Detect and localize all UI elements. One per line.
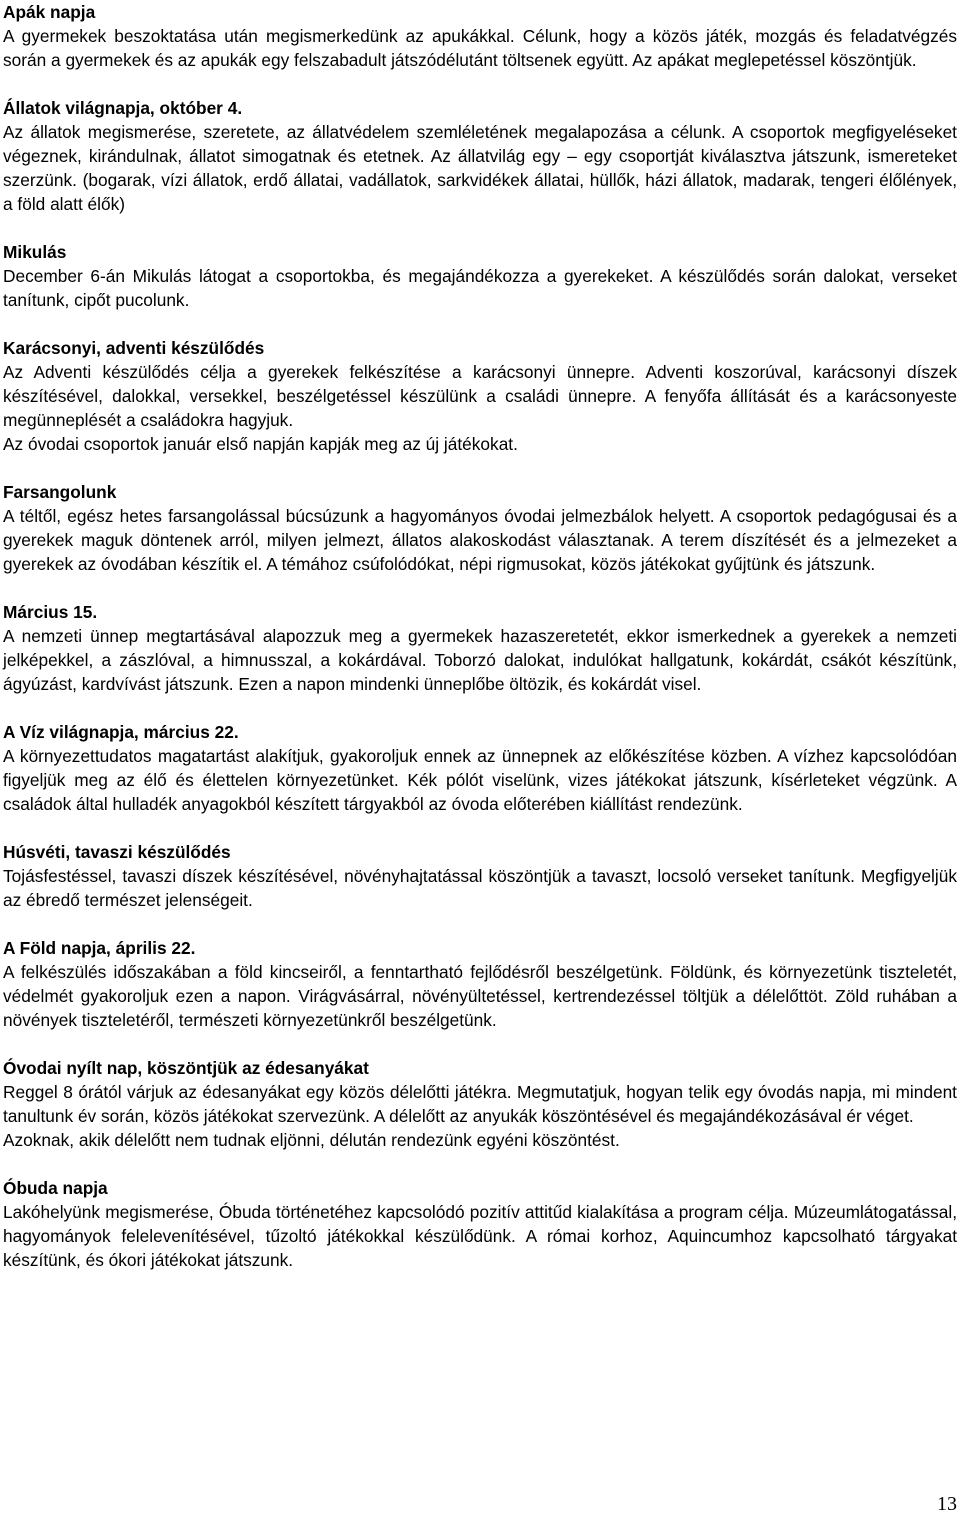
- section-heading: Húsvéti, tavaszi készülődés: [3, 842, 231, 862]
- document-page: [3, 0, 957, 1296]
- section: [3, 1176, 957, 1272]
- section-heading: Mikulás: [3, 242, 67, 262]
- sections-container: [3, 0, 957, 1272]
- section: [3, 480, 957, 576]
- section-heading: Farsangolunk: [3, 482, 117, 502]
- section-paragraph: Reggel 8 órától várjuk az édesanyákat egy közös délelőtti játékra. Megmutatjuk, hogyan telik egy óvodás napja, mi mindent tanultunk év során, közös játékokat szervezünk. A délelőtt az anyukák köszöntésével és megajándékozásával ér véget.: [3, 1082, 957, 1126]
- section: [3, 840, 957, 912]
- section-paragraph: Lakóhelyünk megismerése, Óbuda történetéhez kapcsolódó pozitív attitűd kialakítása a program célja. Múzeumlátogatással, hagyományok felelevenítésével, tűzoltó játékokkal készülődünk. A római korhoz, Aquincumhoz kapcsolható tárgyakat készítünk, és ókori játékokat játszunk.: [3, 1202, 957, 1270]
- page-number: 13: [937, 1493, 957, 1515]
- section-paragraph: Azoknak, akik délelőtt nem tudnak eljönni, délután rendezünk egyéni köszöntést.: [3, 1130, 620, 1150]
- section-paragraph: A téltől, egész hetes farsangolással búcsúzunk a hagyományos óvodai jelmezbálok helyett. A csoportok pedagógusai és a gyerekek maguk döntenek arról, milyen jelmezt, állatos alakoskodást választanak. A terem díszítését és a jelmezeket a gyerekek az óvodában készítik el. A témához csúfolódókat, népi rigmusokat, közös játékokat gyűjtünk és játszunk.: [3, 506, 957, 574]
- section-paragraph: Az állatok megismerése, szeretete, az állatvédelem szemléletének megalapozása a célunk. A csoportok megfigyeléseket végeznek, kirándulnak, állatot simogatnak és etetnek. Az állatvilág egy – egy csoportját kiválasztva játszunk, ismereteket szerzünk. (bogarak, vízi állatok, erdő állatai, vadállatok, sarkvidékek állatai, hüllők, házi állatok, madarak, tengeri élőlények, a föld alatt élők): [3, 122, 957, 214]
- section: [3, 1056, 957, 1152]
- section-heading: A Föld napja, április 22.: [3, 938, 196, 958]
- section-paragraph: December 6-án Mikulás látogat a csoportokba, és megajándékozza a gyerekeket. A készülődés során dalokat, verseket tanítunk, cipőt pucolunk.: [3, 266, 957, 310]
- section: [3, 936, 957, 1032]
- section: [3, 720, 957, 816]
- section: [3, 0, 957, 72]
- section-paragraph: A nemzeti ünnep megtartásával alapozzuk meg a gyermekek hazaszeretetét, ekkor ismerkednek a gyerekek a nemzeti jelképekkel, a zászlóval, a himnusszal, a kokárdával. Toborzó dalokat, indulókat hallgatunk, kokárdát, csákót készítünk, ágyúzást, kardvívást játszunk. Ezen a napon mindenki ünneplőbe öltözik, és kokárdát visel.: [3, 626, 957, 694]
- section: [3, 336, 957, 456]
- section-heading: Apák napja: [3, 2, 96, 22]
- section-paragraph: A felkészülés időszakában a föld kincseiről, a fenntartható fejlődésről beszélgetünk. Földünk, és környezetünk tiszteletét, védelmét gyakoroljuk ezen a napon. Virágvásárral, növényültetéssel, kertrendezéssel töltjük a délelőttöt. Zöld ruhában a növények tiszteletéről, természeti környezetünkről beszélgetünk.: [3, 962, 957, 1030]
- section-heading: Karácsonyi, adventi készülődés: [3, 338, 265, 358]
- section-heading: Állatok világnapja, október 4.: [3, 98, 243, 118]
- section: [3, 240, 957, 312]
- section-paragraph: Tojásfestéssel, tavaszi díszek készítésével, növényhajtatással köszöntjük a tavaszt, locsoló verseket tanítunk. Megfigyeljük az ébredő természet jelenségeit.: [3, 866, 957, 910]
- section-paragraph: Az Adventi készülődés célja a gyerekek felkészítése a karácsonyi ünnepre. Adventi koszorúval, karácsonyi díszek készítésével, dalokkal, versekkel, beszélgetéssel készülünk a családi ünnepre. A fenyőfa állítását és a karácsonyeste megünneplését a családokra hagyjuk.: [3, 362, 957, 430]
- section-paragraph: A környezettudatos magatartást alakítjuk, gyakoroljuk ennek az ünnepnek az előkészítése közben. A vízhez kapcsolódóan figyeljük meg az élő és élettelen környezetünket. Kék pólót viselünk, vizes játékokat játszunk, kísérleteket végzünk. A családok által hulladék anyagokból készített tárgyakból az óvoda előterében kiállítást rendezünk.: [3, 746, 957, 814]
- section-paragraph: Az óvodai csoportok január első napján kapják meg az új játékokat.: [3, 434, 518, 454]
- section: [3, 600, 957, 696]
- section-heading: Március 15.: [3, 602, 98, 622]
- section: [3, 96, 957, 216]
- section-heading: Óbuda napja: [3, 1178, 108, 1198]
- section-heading: Óvodai nyílt nap, köszöntjük az édesanyákat: [3, 1058, 369, 1078]
- section-heading: A Víz világnapja, március 22.: [3, 722, 239, 742]
- section-paragraph: A gyermekek beszoktatása után megismerkedünk az apukákkal. Célunk, hogy a közös játék, mozgás és feladatvégzés során a gyermekek és az apukák egy felszabadult játszódélutánt töltsenek együtt. Az apákat meglepetéssel köszöntjük.: [3, 26, 957, 70]
